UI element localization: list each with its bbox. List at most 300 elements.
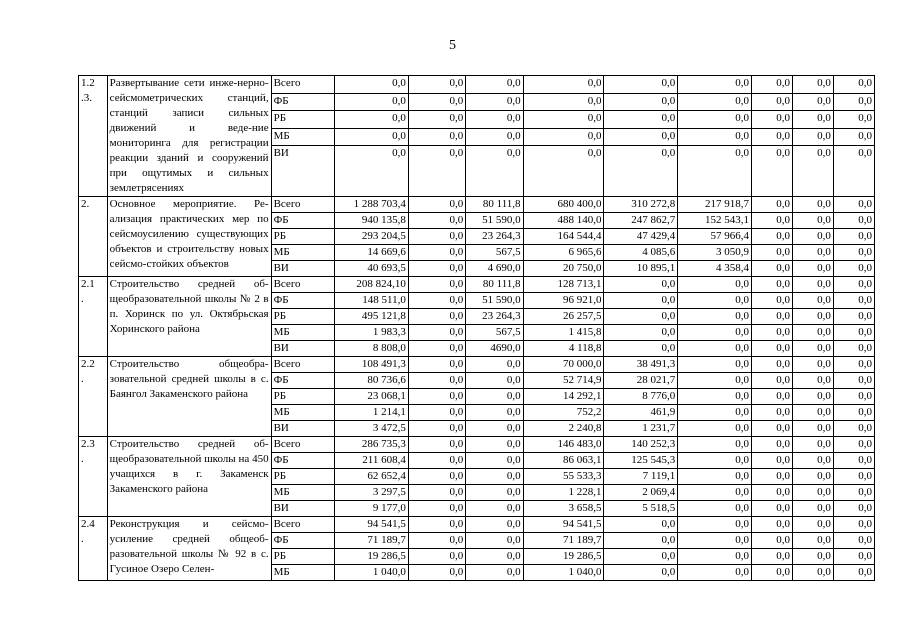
funding-source: Всего (271, 76, 335, 94)
amount-cell: 62 652,4 (335, 469, 409, 485)
amount-cell: 0,0 (604, 565, 678, 581)
amount-cell: 0,0 (792, 549, 833, 565)
amount-cell: 0,0 (408, 437, 465, 453)
amount-cell: 1 040,0 (335, 565, 409, 581)
funding-source: ФБ (271, 293, 335, 309)
table-row (79, 517, 875, 533)
amount-cell: 26 257,5 (523, 309, 604, 325)
amount-cell: 4 358,4 (678, 261, 752, 277)
funding-source: МБ (271, 128, 335, 146)
amount-cell: 0,0 (408, 565, 465, 581)
amount-cell: 0,0 (408, 533, 465, 549)
amount-cell: 0,0 (678, 357, 752, 373)
funding-source: ФБ (271, 213, 335, 229)
amount-cell: 217 918,7 (678, 197, 752, 213)
amount-cell: 0,0 (408, 197, 465, 213)
amount-cell: 0,0 (408, 469, 465, 485)
amount-cell: 0,0 (751, 437, 792, 453)
amount-cell: 567,5 (466, 245, 523, 261)
amount-cell: 940 135,8 (335, 213, 409, 229)
amount-cell: 0,0 (335, 146, 409, 197)
amount-cell: 0,0 (792, 373, 833, 389)
amount-cell: 0,0 (466, 469, 523, 485)
amount-cell: 47 429,4 (604, 229, 678, 245)
funding-source: Всего (271, 277, 335, 293)
amount-cell: 0,0 (604, 517, 678, 533)
amount-cell: 3 297,5 (335, 485, 409, 501)
amount-cell: 0,0 (792, 469, 833, 485)
funding-source: РБ (271, 309, 335, 325)
amount-cell: 0,0 (678, 277, 752, 293)
amount-cell: 0,0 (833, 261, 874, 277)
amount-cell: 0,0 (678, 517, 752, 533)
amount-cell: 0,0 (751, 277, 792, 293)
amount-cell: 0,0 (408, 325, 465, 341)
amount-cell: 86 063,1 (523, 453, 604, 469)
activity-name: Основное мероприятие. Ре-ализация практических мер по сейсмоусилению существующих объектов и строительству новых сейсмо-стойких объектов (107, 197, 271, 277)
amount-cell: 0,0 (408, 501, 465, 517)
amount-cell: 164 544,4 (523, 229, 604, 245)
amount-cell: 0,0 (751, 421, 792, 437)
amount-cell: 0,0 (678, 437, 752, 453)
amount-cell: 8 808,0 (335, 341, 409, 357)
amount-cell: 3 050,9 (678, 245, 752, 261)
amount-cell: 0,0 (466, 517, 523, 533)
amount-cell: 0,0 (751, 549, 792, 565)
amount-cell: 0,0 (335, 128, 409, 146)
amount-cell: 0,0 (604, 533, 678, 549)
amount-cell: 70 000,0 (523, 357, 604, 373)
amount-cell: 0,0 (833, 501, 874, 517)
amount-cell: 0,0 (466, 76, 523, 94)
amount-cell: 0,0 (751, 485, 792, 501)
amount-cell: 0,0 (833, 213, 874, 229)
amount-cell: 0,0 (466, 93, 523, 111)
amount-cell: 125 545,3 (604, 453, 678, 469)
amount-cell: 0,0 (751, 357, 792, 373)
amount-cell: 0,0 (833, 111, 874, 129)
funding-source: МБ (271, 245, 335, 261)
amount-cell: 0,0 (604, 549, 678, 565)
amount-cell: 0,0 (751, 76, 792, 94)
amount-cell: 0,0 (335, 76, 409, 94)
amount-cell: 23 068,1 (335, 389, 409, 405)
amount-cell: 0,0 (466, 421, 523, 437)
amount-cell: 0,0 (751, 389, 792, 405)
row-number: 2.2 . (79, 357, 108, 437)
amount-cell: 1 288 703,4 (335, 197, 409, 213)
amount-cell: 80 736,6 (335, 373, 409, 389)
amount-cell: 0,0 (678, 389, 752, 405)
amount-cell: 4 690,0 (466, 261, 523, 277)
funding-source: РБ (271, 229, 335, 245)
amount-cell: 0,0 (792, 245, 833, 261)
amount-cell: 0,0 (604, 128, 678, 146)
amount-cell: 0,0 (833, 373, 874, 389)
amount-cell: 6 965,6 (523, 245, 604, 261)
amount-cell: 0,0 (792, 128, 833, 146)
amount-cell: 0,0 (678, 485, 752, 501)
amount-cell: 0,0 (408, 213, 465, 229)
amount-cell: 0,0 (408, 93, 465, 111)
amount-cell: 0,0 (678, 111, 752, 129)
funding-source: МБ (271, 325, 335, 341)
amount-cell: 286 735,3 (335, 437, 409, 453)
amount-cell: 23 264,3 (466, 229, 523, 245)
row-number: 2.3 . (79, 437, 108, 517)
amount-cell: 0,0 (466, 128, 523, 146)
funding-source: ФБ (271, 93, 335, 111)
amount-cell: 0,0 (792, 421, 833, 437)
funding-source: МБ (271, 405, 335, 421)
funding-source: РБ (271, 111, 335, 129)
amount-cell: 0,0 (466, 357, 523, 373)
amount-cell: 0,0 (833, 357, 874, 373)
amount-cell: 8 776,0 (604, 389, 678, 405)
amount-cell: 0,0 (751, 229, 792, 245)
amount-cell: 146 483,0 (523, 437, 604, 453)
amount-cell: 0,0 (408, 229, 465, 245)
amount-cell: 0,0 (466, 453, 523, 469)
amount-cell: 208 824,10 (335, 277, 409, 293)
amount-cell: 71 189,7 (523, 533, 604, 549)
amount-cell: 680 400,0 (523, 197, 604, 213)
funding-source: РБ (271, 389, 335, 405)
amount-cell: 0,0 (792, 517, 833, 533)
amount-cell: 0,0 (523, 76, 604, 94)
table-row (79, 357, 875, 373)
amount-cell: 0,0 (408, 111, 465, 129)
amount-cell: 0,0 (751, 93, 792, 111)
table-row (79, 437, 875, 453)
amount-cell: 0,0 (408, 146, 465, 197)
amount-cell: 0,0 (833, 437, 874, 453)
amount-cell: 0,0 (751, 245, 792, 261)
amount-cell: 0,0 (523, 93, 604, 111)
amount-cell: 0,0 (335, 111, 409, 129)
amount-cell: 0,0 (792, 341, 833, 357)
page-number: 5 (449, 38, 456, 53)
amount-cell: 14 292,1 (523, 389, 604, 405)
amount-cell: 0,0 (408, 293, 465, 309)
amount-cell: 0,0 (833, 277, 874, 293)
amount-cell: 96 921,0 (523, 293, 604, 309)
amount-cell: 0,0 (408, 517, 465, 533)
amount-cell: 52 714,9 (523, 373, 604, 389)
amount-cell: 0,0 (678, 469, 752, 485)
amount-cell: 0,0 (408, 453, 465, 469)
amount-cell: 0,0 (604, 76, 678, 94)
amount-cell: 211 608,4 (335, 453, 409, 469)
amount-cell: 0,0 (833, 565, 874, 581)
amount-cell: 0,0 (833, 517, 874, 533)
amount-cell: 0,0 (523, 146, 604, 197)
amount-cell: 0,0 (833, 146, 874, 197)
funding-source: РБ (271, 469, 335, 485)
amount-cell: 10 895,1 (604, 261, 678, 277)
budget-table (78, 75, 875, 581)
amount-cell: 0,0 (604, 93, 678, 111)
amount-cell: 0,0 (604, 293, 678, 309)
amount-cell: 0,0 (408, 357, 465, 373)
amount-cell: 0,0 (751, 469, 792, 485)
amount-cell: 0,0 (833, 469, 874, 485)
amount-cell: 0,0 (408, 485, 465, 501)
amount-cell: 38 491,3 (604, 357, 678, 373)
amount-cell: 0,0 (833, 325, 874, 341)
funding-source: ФБ (271, 453, 335, 469)
amount-cell: 0,0 (408, 76, 465, 94)
amount-cell: 1 415,8 (523, 325, 604, 341)
activity-name: Строительство средней об-щеобразовательной школы на 450 учащихся в г. Закаменск Закаменского района (107, 437, 271, 517)
amount-cell: 1 231,7 (604, 421, 678, 437)
amount-cell: 0,0 (833, 197, 874, 213)
amount-cell: 0,0 (466, 373, 523, 389)
activity-name: Развертывание сети инже-нерно-сейсмометрических станций, станций записи сильных движений и веде-ние мониторинга для регистрации реакции зданий и сооружений при ощутимых и сильных землетрясениях (107, 76, 271, 197)
amount-cell: 0,0 (833, 229, 874, 245)
amount-cell: 0,0 (408, 309, 465, 325)
amount-cell: 0,0 (408, 373, 465, 389)
amount-cell: 0,0 (792, 533, 833, 549)
amount-cell: 0,0 (466, 501, 523, 517)
amount-cell: 0,0 (678, 128, 752, 146)
amount-cell: 128 713,1 (523, 277, 604, 293)
funding-source: Всего (271, 357, 335, 373)
amount-cell: 0,0 (408, 549, 465, 565)
amount-cell: 0,0 (833, 293, 874, 309)
amount-cell: 0,0 (678, 565, 752, 581)
amount-cell: 19 286,5 (335, 549, 409, 565)
amount-cell: 0,0 (466, 111, 523, 129)
funding-source: Всего (271, 437, 335, 453)
amount-cell: 0,0 (751, 293, 792, 309)
table-row (79, 76, 875, 94)
funding-source: ВИ (271, 501, 335, 517)
amount-cell: 0,0 (792, 325, 833, 341)
amount-cell: 4690,0 (466, 341, 523, 357)
amount-cell: 0,0 (408, 405, 465, 421)
amount-cell: 0,0 (604, 325, 678, 341)
amount-cell: 0,0 (833, 389, 874, 405)
row-number: 2. (79, 197, 108, 277)
amount-cell: 0,0 (751, 309, 792, 325)
amount-cell: 0,0 (408, 245, 465, 261)
amount-cell: 0,0 (678, 405, 752, 421)
amount-cell: 0,0 (792, 485, 833, 501)
amount-cell: 0,0 (408, 341, 465, 357)
amount-cell: 28 021,7 (604, 373, 678, 389)
amount-cell: 0,0 (792, 229, 833, 245)
amount-cell: 567,5 (466, 325, 523, 341)
amount-cell: 0,0 (678, 421, 752, 437)
amount-cell: 0,0 (751, 325, 792, 341)
amount-cell: 0,0 (792, 453, 833, 469)
amount-cell: 0,0 (604, 146, 678, 197)
table-row (79, 197, 875, 213)
amount-cell: 0,0 (792, 261, 833, 277)
amount-cell: 0,0 (792, 197, 833, 213)
amount-cell: 488 140,0 (523, 213, 604, 229)
amount-cell: 0,0 (751, 373, 792, 389)
funding-source: ВИ (271, 146, 335, 197)
amount-cell: 2 240,8 (523, 421, 604, 437)
amount-cell: 51 590,0 (466, 213, 523, 229)
amount-cell: 0,0 (751, 197, 792, 213)
amount-cell: 0,0 (751, 128, 792, 146)
amount-cell: 0,0 (792, 437, 833, 453)
amount-cell: 40 693,5 (335, 261, 409, 277)
row-number: 1.2 .3. (79, 76, 108, 197)
amount-cell: 148 511,0 (335, 293, 409, 309)
amount-cell: 0,0 (466, 565, 523, 581)
amount-cell: 0,0 (751, 533, 792, 549)
amount-cell: 0,0 (408, 261, 465, 277)
amount-cell: 0,0 (751, 405, 792, 421)
amount-cell: 0,0 (751, 261, 792, 277)
amount-cell: 3 472,5 (335, 421, 409, 437)
funding-source: РБ (271, 549, 335, 565)
amount-cell: 4 118,8 (523, 341, 604, 357)
amount-cell: 0,0 (833, 341, 874, 357)
amount-cell: 0,0 (833, 93, 874, 111)
amount-cell: 0,0 (792, 293, 833, 309)
amount-cell: 0,0 (678, 533, 752, 549)
amount-cell: 0,0 (792, 357, 833, 373)
amount-cell: 0,0 (833, 309, 874, 325)
amount-cell: 0,0 (833, 453, 874, 469)
amount-cell: 57 966,4 (678, 229, 752, 245)
amount-cell: 51 590,0 (466, 293, 523, 309)
amount-cell: 0,0 (792, 111, 833, 129)
amount-cell: 0,0 (408, 389, 465, 405)
amount-cell: 0,0 (466, 533, 523, 549)
amount-cell: 0,0 (523, 111, 604, 129)
amount-cell: 0,0 (604, 309, 678, 325)
amount-cell: 23 264,3 (466, 309, 523, 325)
amount-cell: 0,0 (678, 293, 752, 309)
amount-cell: 5 518,5 (604, 501, 678, 517)
amount-cell: 0,0 (792, 501, 833, 517)
amount-cell: 0,0 (833, 245, 874, 261)
funding-source: ВИ (271, 261, 335, 277)
amount-cell: 0,0 (792, 76, 833, 94)
amount-cell: 0,0 (751, 517, 792, 533)
amount-cell: 0,0 (751, 501, 792, 517)
amount-cell: 247 862,7 (604, 213, 678, 229)
amount-cell: 0,0 (678, 453, 752, 469)
amount-cell: 0,0 (678, 341, 752, 357)
amount-cell: 0,0 (678, 373, 752, 389)
amount-cell: 0,0 (678, 549, 752, 565)
amount-cell: 1 228,1 (523, 485, 604, 501)
amount-cell: 0,0 (792, 277, 833, 293)
amount-cell: 140 252,3 (604, 437, 678, 453)
amount-cell: 0,0 (751, 341, 792, 357)
amount-cell: 9 177,0 (335, 501, 409, 517)
amount-cell: 94 541,5 (523, 517, 604, 533)
amount-cell: 71 189,7 (335, 533, 409, 549)
amount-cell: 0,0 (751, 111, 792, 129)
amount-cell: 0,0 (833, 421, 874, 437)
row-number: 2.4 . (79, 517, 108, 581)
amount-cell: 0,0 (335, 93, 409, 111)
amount-cell: 0,0 (792, 389, 833, 405)
funding-source: ФБ (271, 533, 335, 549)
amount-cell: 0,0 (833, 485, 874, 501)
amount-cell: 495 121,8 (335, 309, 409, 325)
amount-cell: 0,0 (792, 405, 833, 421)
amount-cell: 1 983,3 (335, 325, 409, 341)
amount-cell: 752,2 (523, 405, 604, 421)
amount-cell: 80 111,8 (466, 197, 523, 213)
table-row (79, 277, 875, 293)
amount-cell: 0,0 (408, 128, 465, 146)
amount-cell: 80 111,8 (466, 277, 523, 293)
row-number: 2.1 . (79, 277, 108, 357)
amount-cell: 0,0 (604, 111, 678, 129)
activity-name: Строительство средней об-щеобразовательной школы № 2 в п. Хоринск по ул. Октябрьская Хоринского района (107, 277, 271, 357)
amount-cell: 0,0 (751, 453, 792, 469)
amount-cell: 0,0 (678, 93, 752, 111)
amount-cell: 0,0 (678, 501, 752, 517)
amount-cell: 0,0 (792, 146, 833, 197)
amount-cell: 14 669,6 (335, 245, 409, 261)
amount-cell: 0,0 (678, 146, 752, 197)
funding-source: ФБ (271, 373, 335, 389)
amount-cell: 0,0 (833, 405, 874, 421)
amount-cell: 0,0 (833, 128, 874, 146)
amount-cell: 0,0 (751, 213, 792, 229)
amount-cell: 0,0 (833, 549, 874, 565)
amount-cell: 55 533,3 (523, 469, 604, 485)
amount-cell: 7 119,1 (604, 469, 678, 485)
amount-cell: 1 040,0 (523, 565, 604, 581)
amount-cell: 0,0 (792, 565, 833, 581)
amount-cell: 0,0 (466, 485, 523, 501)
funding-source: ВИ (271, 421, 335, 437)
amount-cell: 0,0 (792, 213, 833, 229)
amount-cell: 0,0 (833, 533, 874, 549)
amount-cell: 0,0 (466, 146, 523, 197)
amount-cell: 0,0 (678, 76, 752, 94)
amount-cell: 0,0 (604, 277, 678, 293)
amount-cell: 293 204,5 (335, 229, 409, 245)
funding-source: МБ (271, 565, 335, 581)
amount-cell: 19 286,5 (523, 549, 604, 565)
amount-cell: 0,0 (678, 325, 752, 341)
funding-source: Всего (271, 517, 335, 533)
amount-cell: 0,0 (792, 93, 833, 111)
amount-cell: 0,0 (833, 76, 874, 94)
amount-cell: 0,0 (408, 421, 465, 437)
amount-cell: 4 085,6 (604, 245, 678, 261)
amount-cell: 0,0 (751, 565, 792, 581)
activity-name: Реконструкция и сейсмо-усиление средней общеоб-разовательной школы № 92 в с. Гусиное Озеро Селен- (107, 517, 271, 581)
amount-cell: 108 491,3 (335, 357, 409, 373)
amount-cell: 94 541,5 (335, 517, 409, 533)
amount-cell: 0,0 (408, 277, 465, 293)
amount-cell: 0,0 (466, 389, 523, 405)
amount-cell: 2 069,4 (604, 485, 678, 501)
amount-cell: 310 272,8 (604, 197, 678, 213)
amount-cell: 0,0 (466, 437, 523, 453)
amount-cell: 0,0 (604, 341, 678, 357)
funding-source: МБ (271, 485, 335, 501)
amount-cell: 152 543,1 (678, 213, 752, 229)
amount-cell: 0,0 (751, 146, 792, 197)
funding-source: Всего (271, 197, 335, 213)
amount-cell: 1 214,1 (335, 405, 409, 421)
